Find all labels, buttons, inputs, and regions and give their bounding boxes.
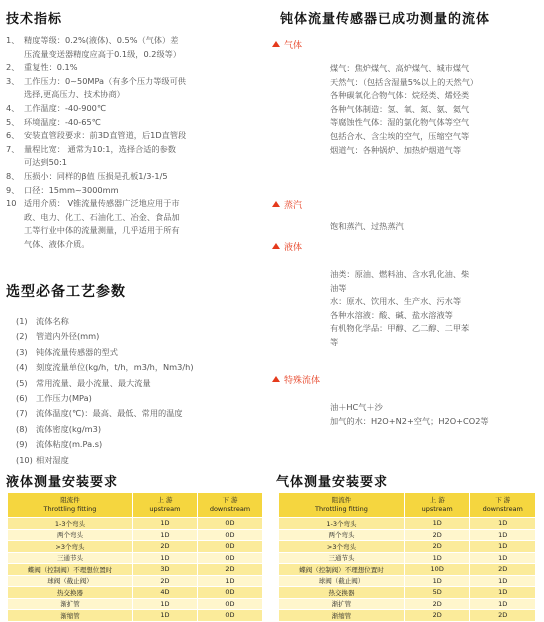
fluid-line: 各种气体制造：氢、氧、氮、氨、氦气: [330, 103, 470, 114]
tech-item-number: 6、: [6, 130, 20, 141]
table-row: [8, 564, 263, 576]
tech-item-line: [6, 116, 276, 130]
upstream-cell: 2D: [404, 610, 470, 622]
table-header-text: 阻流件: [331, 496, 352, 504]
fitting-name-cell: 球阀（截止阀）: [8, 575, 133, 587]
fluid-line: 天然气：（包括含湿量5%以上的天然气）: [330, 76, 479, 87]
table-row: [279, 587, 536, 599]
downstream-cell: 0D: [197, 587, 262, 599]
fitting-name-cell: 蝶阀（控制阀）不理想位置时: [8, 564, 133, 576]
fitting-name-cell: 热交换器: [8, 587, 133, 599]
table-header-cell: [279, 493, 405, 518]
selection-item: [16, 422, 276, 437]
tech-item-line: [6, 224, 276, 238]
tech-item-text: 压损小：同样的β值 压损是孔板1/3-1/5: [24, 170, 168, 181]
tech-item-number: 4、: [6, 102, 20, 113]
tech-item-text: 环境温度：-40-65℃: [24, 116, 101, 127]
upstream-cell: 1D: [132, 552, 197, 564]
fitting-name-cell: 1-3个弯头: [8, 518, 133, 530]
table-row: [279, 598, 536, 610]
selection-item: [16, 360, 276, 375]
selection-item-text: 刻度流量单位(kg/h，t/h，m3/h，Nm3/h): [36, 362, 194, 373]
fluid-line: 加气的水：H2O+N2+空气；H2O+CO2等: [330, 415, 489, 426]
downstream-cell: 1D: [470, 598, 536, 610]
table-header-text: upstream: [149, 505, 181, 513]
tech-item-number: 10: [6, 198, 17, 209]
selection-item: [16, 437, 276, 452]
table-row: [279, 610, 536, 622]
tech-item-line: [6, 48, 276, 62]
table-header-text: downstream: [209, 505, 251, 513]
fluid-line: 油＋HC气＋沙: [330, 402, 383, 412]
tech-item-line: [6, 75, 276, 89]
fitting-name-cell: 热交换器: [279, 587, 405, 599]
upstream-cell: 1D: [132, 610, 197, 622]
selection-item-text: 流体密度(kg/m3): [36, 423, 102, 434]
fluids-title: 钝体流量传感器已成功测量的流体: [280, 12, 491, 27]
fluid-line: 水：原水、饮用水、生产水、污水等: [330, 296, 462, 307]
table-header-text: 下 游: [495, 496, 511, 504]
upstream-cell: 1D: [132, 529, 197, 541]
fluid-line: 油类：原油、燃料油、含水乳化油、柴: [330, 269, 470, 279]
tech-item-line: [6, 102, 276, 116]
tech-item-line: [6, 61, 276, 75]
fitting-name-cell: 两个弯头: [279, 529, 405, 541]
selection-item-text: 流体温度(℃)：最高、最低、常用的温度: [36, 408, 183, 419]
liquid-install-table: [7, 492, 263, 622]
downstream-cell: 1D: [470, 575, 536, 587]
gas-table-title: 气体测量安装要求: [276, 475, 389, 490]
tech-item-text: 适用介质： V锥流量传感器广泛地应用于市: [24, 198, 180, 209]
fluid-line: 有机物化学品：甲醇、乙二醇、二甲苯: [330, 323, 470, 334]
fluid-section-label: [272, 373, 320, 386]
tech-title: 技术指标: [6, 12, 63, 27]
fluid-line: 各种碳氧化合物气体：烷烃类、烯烃类: [330, 90, 470, 101]
fitting-name-cell: 渐缩管: [279, 610, 405, 622]
tech-item-line: [6, 197, 276, 211]
fluid-section-name: 蒸汽: [284, 201, 303, 211]
tech-item-text: 重复性：0.1%: [24, 62, 78, 73]
liquid-table-title: 液体测量安装要求: [6, 475, 119, 490]
table-row: [8, 587, 263, 599]
selection-item-number: (2): [16, 331, 28, 342]
table-row: [8, 598, 263, 610]
upstream-cell: 1D: [404, 518, 470, 530]
selection-list: [16, 314, 276, 468]
table-row: [8, 552, 263, 564]
tech-item-line: [6, 170, 276, 184]
fluid-line: 等腐蚀性气体：湿的氯化物气体等空气: [330, 117, 470, 128]
triangle-bullet-icon: [272, 201, 280, 207]
table-row: [8, 541, 263, 553]
selection-item: [16, 406, 276, 421]
table-header-text: 阻流件: [60, 496, 80, 504]
table-header-cell: [470, 493, 536, 518]
upstream-cell: 10D: [404, 564, 470, 576]
fitting-name-cell: 渐扩管: [279, 598, 405, 610]
tech-item-text: 工作压力：0~50MPa（有多个压力等级可供: [24, 75, 186, 86]
tech-item-line: [6, 34, 276, 48]
downstream-cell: 0D: [197, 610, 262, 622]
downstream-cell: 2D: [470, 610, 536, 622]
tech-item-text: 工等行业中体的流量测量，几乎适用于所有: [24, 225, 180, 236]
triangle-bullet-icon: [272, 243, 280, 249]
selection-item-number: (10): [16, 454, 33, 465]
upstream-cell: 1D: [132, 518, 197, 530]
selection-item-text: 流体名称: [36, 316, 69, 326]
table-header-text: 上 游: [429, 496, 445, 504]
table-header-text: upstream: [421, 505, 453, 513]
downstream-cell: 2D: [197, 564, 262, 576]
fluid-line: 饱和蒸汽、过热蒸汽: [330, 221, 404, 231]
table-header-text: Throttling fitting: [315, 505, 368, 513]
upstream-cell: 1D: [404, 552, 470, 564]
downstream-cell: 1D: [470, 587, 536, 599]
fitting-name-cell: 三通节头: [8, 552, 133, 564]
tech-item-text: 精度等级：0.2%(液体)、0.5%（气体）差: [24, 35, 179, 45]
downstream-cell: 1D: [197, 575, 262, 587]
fluid-line: 烟道气：各种锅炉、加热炉烟道气等: [330, 144, 462, 155]
downstream-cell: 0D: [197, 529, 262, 541]
fitting-name-cell: 渐扩管: [8, 598, 133, 610]
table-header-cell: [404, 493, 470, 518]
fluid-section-label: [272, 198, 302, 211]
upstream-cell: 2D: [132, 541, 197, 553]
tech-item-line: [6, 143, 276, 157]
fluid-section-body: [330, 268, 469, 350]
fluid-line: 油等: [330, 282, 347, 293]
table-header-cell: [197, 493, 262, 518]
table-header-cell: [8, 493, 133, 518]
selection-item-number: (1): [16, 316, 28, 326]
fluid-section-body: [330, 62, 478, 157]
upstream-cell: 3D: [132, 564, 197, 576]
upstream-cell: 5D: [404, 587, 470, 599]
downstream-cell: 1D: [470, 552, 536, 564]
fitting-name-cell: 球阀（截止阀）: [279, 575, 405, 587]
fluid-section-body: [330, 220, 404, 234]
selection-item-text: 常用流量、最小流量、最大流量: [36, 377, 151, 388]
fluid-section-label: [272, 240, 302, 253]
fluid-line: 各种水溶液：酸、碱、盐水溶液等: [330, 309, 453, 320]
fluid-section-label: [272, 38, 302, 51]
tech-item-number: 9、: [6, 184, 20, 195]
selection-item: [16, 453, 276, 468]
table-row: [279, 564, 536, 576]
table-row: [279, 518, 536, 530]
fitting-name-cell: 蝶阀（控制阀）不理想位置时: [279, 564, 405, 576]
table-header-row: [8, 493, 263, 518]
tech-item-number: 2、: [6, 62, 20, 73]
table-row: [279, 575, 536, 587]
selection-title: 选型必备工艺参数: [6, 284, 126, 300]
downstream-cell: 0D: [197, 598, 262, 610]
tech-item-number: 8、: [6, 170, 20, 181]
fluid-section-name: 气体: [284, 41, 303, 51]
downstream-cell: 2D: [470, 564, 536, 576]
triangle-bullet-icon: [272, 376, 280, 382]
fluid-line: 包括合水、含尘埃的空气，压缩空气等: [330, 130, 470, 141]
fitting-name-cell: >3个弯头: [279, 541, 405, 553]
upstream-cell: 1D: [404, 575, 470, 587]
fitting-name-cell: 1-3个弯头: [279, 518, 405, 530]
fluid-section-body: [330, 401, 489, 428]
table-header-text: Throttling fitting: [43, 505, 97, 513]
upstream-cell: 4D: [132, 587, 197, 599]
tech-list: [6, 34, 276, 252]
table-row: [8, 575, 263, 587]
table-row: [279, 541, 536, 553]
table-row: [8, 518, 263, 530]
tech-item-line: [6, 211, 276, 225]
fitting-name-cell: 三通节头: [279, 552, 405, 564]
selection-item-text: 钝体流量传感器的型式: [36, 346, 118, 357]
tech-item-text: 气体、液体介质。: [24, 238, 90, 249]
upstream-cell: 2D: [132, 575, 197, 587]
upstream-cell: 2D: [404, 541, 470, 553]
downstream-cell: 1D: [470, 518, 536, 530]
downstream-cell: 1D: [470, 541, 536, 553]
fitting-name-cell: 两个弯头: [8, 529, 133, 541]
fluid-section-name: 特殊流体: [284, 376, 321, 386]
selection-item-number: (7): [16, 408, 28, 419]
selection-item-text: 流体粘度(m.Pa.s): [36, 439, 103, 450]
selection-item-number: (3): [16, 346, 28, 357]
table-header-cell: [132, 493, 197, 518]
tech-item-line: [6, 184, 276, 198]
downstream-cell: 1D: [470, 529, 536, 541]
upstream-cell: 2D: [404, 598, 470, 610]
table-row: [279, 529, 536, 541]
selection-item: [16, 329, 276, 344]
tech-item-number: 5、: [6, 116, 20, 127]
selection-item-number: (8): [16, 423, 28, 434]
tech-item-line: [6, 88, 276, 102]
tech-item-line: [6, 156, 276, 170]
table-header-text: 上 游: [157, 496, 173, 504]
fluid-section-name: 液体: [284, 243, 303, 253]
tech-item-text: 量程比宽： 通常为10:1，选择合适的参数: [24, 143, 176, 154]
fitting-name-cell: 渐缩管: [8, 610, 133, 622]
fluid-line: 等: [330, 336, 339, 347]
triangle-bullet-icon: [272, 41, 280, 47]
tech-item-text: 工作温度：-40-900℃: [24, 102, 107, 113]
upstream-cell: 1D: [132, 598, 197, 610]
tech-item-text: 政、电力、化工、石油化工、冶金、食品加: [24, 211, 180, 222]
tech-item-text: 安装直管段要求：前3D直管道，后1D直管段: [24, 130, 187, 141]
selection-item-number: (6): [16, 393, 28, 404]
tech-item-text: 选择,更高压力、技术协商）: [24, 89, 125, 100]
gas-install-table: [278, 492, 536, 622]
fitting-name-cell: >3个弯头: [8, 541, 133, 553]
selection-item-text: 管道内外径(mm): [36, 331, 100, 342]
selection-item-text: 工作压力(MPa): [36, 393, 92, 404]
downstream-cell: 0D: [197, 518, 262, 530]
table-header-text: 下 游: [222, 496, 238, 504]
upstream-cell: 2D: [404, 529, 470, 541]
downstream-cell: 0D: [197, 541, 262, 553]
table-row: [8, 529, 263, 541]
table-row: [8, 610, 263, 622]
tech-item-number: 3、: [6, 75, 20, 86]
selection-item-number: (9): [16, 439, 28, 450]
selection-item: [16, 314, 276, 329]
tech-item-line: [6, 238, 276, 252]
tech-item-number: 1、: [6, 35, 20, 45]
selection-item-text: 相对湿度: [36, 454, 69, 465]
downstream-cell: 0D: [197, 552, 262, 564]
table-row: [279, 552, 536, 564]
tech-item-text: 口径：15mm~3000mm: [24, 184, 119, 195]
fluid-line: 煤气：焦炉煤气、高炉煤气、城市煤气: [330, 63, 470, 73]
selection-item: [16, 391, 276, 406]
selection-item: [16, 345, 276, 360]
selection-item-number: (5): [16, 377, 28, 388]
selection-item: [16, 376, 276, 391]
selection-item-number: (4): [16, 362, 28, 373]
tech-item-text: 压流量变送器精度应高于0.1级，0.2级等）: [24, 48, 182, 59]
table-header-row: [279, 493, 536, 518]
tech-item-text: 可达到50:1: [24, 157, 67, 168]
table-header-text: downstream: [482, 505, 523, 513]
tech-item-line: [6, 129, 276, 143]
tech-item-number: 7、: [6, 143, 20, 154]
